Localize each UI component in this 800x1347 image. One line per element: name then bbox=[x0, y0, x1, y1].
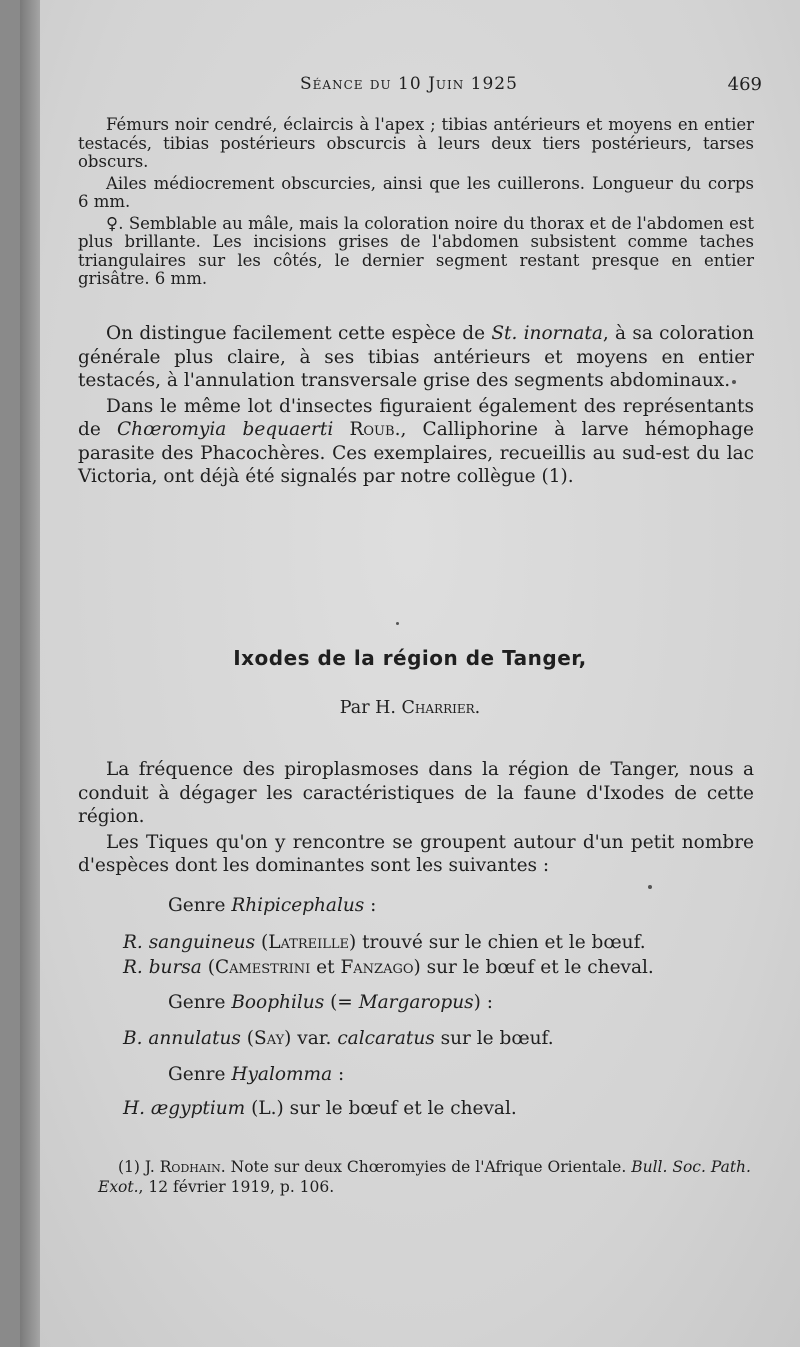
genus-heading bbox=[168, 895, 376, 916]
book-page bbox=[20, 0, 800, 1347]
authority-name: Latreille bbox=[268, 932, 349, 953]
text-run: (L.) sur le bœuf et le cheval. bbox=[245, 1098, 517, 1119]
footnote-text bbox=[98, 1157, 754, 1197]
species-description bbox=[78, 116, 754, 289]
text-run: et bbox=[310, 957, 341, 978]
text-run: On distingue facilement cette espèce de bbox=[106, 323, 492, 344]
text-run: sur le bœuf. bbox=[434, 1028, 554, 1049]
species-name: St. inornata bbox=[491, 323, 603, 344]
text-run: ) var. bbox=[284, 1028, 338, 1049]
text-run: , 12 février 1919, p. 106. bbox=[138, 1178, 335, 1196]
species-entry bbox=[123, 932, 646, 953]
text-run: ( bbox=[255, 932, 269, 953]
discussion-paragraph bbox=[78, 395, 754, 489]
text-run: ( bbox=[201, 957, 215, 978]
variety-name: calcaratus bbox=[337, 1028, 435, 1049]
intro-section bbox=[78, 758, 754, 878]
author-name: Charrier bbox=[401, 698, 475, 718]
description-paragraph: Fémurs noir cendré, éclaircis à l'apex ; tibias antérieurs et moyens en entier testacés, tibias postérieurs obscurcis à leurs deux tiers postérieurs, tarses obscurs. bbox=[78, 115, 754, 171]
genus-suffix: ) : bbox=[473, 992, 493, 1013]
species-name: R. bursa bbox=[123, 957, 202, 978]
discussion-paragraph bbox=[78, 322, 754, 393]
genus-synonym: Margaropus bbox=[358, 992, 474, 1013]
species-name: R. sanguineus bbox=[123, 932, 256, 953]
footnote bbox=[98, 1157, 754, 1197]
species-entry bbox=[123, 957, 654, 978]
species-name: B. annulatus bbox=[123, 1028, 241, 1049]
text-run: ) trouvé sur le chien et le bœuf. bbox=[349, 932, 646, 953]
running-title: Séance du 10 Juin 1925 bbox=[300, 74, 518, 94]
genus-name: Rhipicephalus bbox=[231, 895, 365, 916]
genus-name: Boophilus bbox=[231, 992, 325, 1013]
page-number: 469 bbox=[727, 74, 762, 95]
text-run: ) sur le bœuf et le cheval. bbox=[413, 957, 654, 978]
authority-name: Say bbox=[254, 1028, 285, 1049]
page-header bbox=[20, 74, 800, 100]
author-abbrev: Roub. bbox=[333, 419, 401, 440]
genus-prefix: Genre bbox=[168, 1064, 232, 1085]
footnote-marker: (1) bbox=[118, 1158, 145, 1176]
authority-name: Fanzago bbox=[340, 957, 414, 978]
genus-prefix: Genre bbox=[168, 992, 232, 1013]
paper-speck bbox=[396, 622, 399, 625]
byline-end: . bbox=[474, 698, 481, 718]
paper-speck bbox=[648, 885, 652, 889]
description-paragraph: Ailes médiocrement obscurcies, ainsi que les cuillerons. Longueur du corps 6 mm. bbox=[78, 173, 754, 211]
genus-heading bbox=[168, 992, 493, 1013]
intro-paragraph: La fréquence des piroplasmoses dans la région de Tanger, nous a conduit à dégager les caractéristiques de la faune d'Ixodes de cette région. bbox=[78, 759, 754, 827]
genus-mid: (= bbox=[324, 992, 359, 1013]
article-byline bbox=[20, 698, 800, 718]
genus-name: Hyalomma bbox=[231, 1064, 333, 1085]
description-paragraph: ♀. Semblable au mâle, mais la coloration noire du thorax et de l'abdomen est plus brillante. Les incisions grises de l'abdomen subsistent comme taches triangulaires sur les côtés, le dernier segment restant presque en entier grisâtre. 6 mm. bbox=[78, 213, 754, 288]
byline-prefix: Par H. bbox=[339, 698, 402, 718]
species-name: H. ægyptium bbox=[123, 1098, 246, 1119]
species-entry bbox=[123, 1098, 517, 1119]
journal-name: Bull. Soc. Path. Exot. bbox=[98, 1158, 751, 1196]
genus-suffix: : bbox=[332, 1064, 345, 1085]
text-run: Dans le même lot d'insectes figuraient également des représentants de bbox=[78, 395, 754, 440]
species-name: Chœromyia bequaerti bbox=[117, 419, 334, 440]
text-run: ( bbox=[240, 1028, 255, 1049]
article-title: Ixodes de la région de Tanger, bbox=[233, 646, 587, 670]
text-run: , à sa coloration générale plus claire, à ses tibias antérieurs et moyens en entier testacés, à l'annulation transversale grise des segments abdominaux. bbox=[78, 323, 754, 391]
species-entry bbox=[123, 1028, 554, 1049]
page-gutter-shadow bbox=[20, 0, 40, 1347]
genus-suffix: : bbox=[364, 895, 377, 916]
authority-name: Camestrini bbox=[214, 957, 311, 978]
footnote-author: J. Rodhain bbox=[144, 1158, 221, 1176]
text-run: . Note sur deux Chœromyies de l'Afrique Orientale. bbox=[220, 1158, 632, 1176]
paper-speck bbox=[732, 380, 736, 384]
genus-heading bbox=[168, 1064, 344, 1085]
text-run: , Calliphorine à larve hémophage parasite des Phacochères. Ces exemplaires, recueillis au sud-est du lac Victoria, ont déjà été signalés par notre collègue (1). bbox=[78, 419, 755, 487]
genus-prefix: Genre bbox=[168, 895, 232, 916]
intro-paragraph: Les Tiques qu'on y rencontre se groupent autour d'un petit nombre d'espèces dont les dominantes sont les suivantes : bbox=[78, 831, 754, 876]
discussion-section bbox=[78, 322, 754, 489]
